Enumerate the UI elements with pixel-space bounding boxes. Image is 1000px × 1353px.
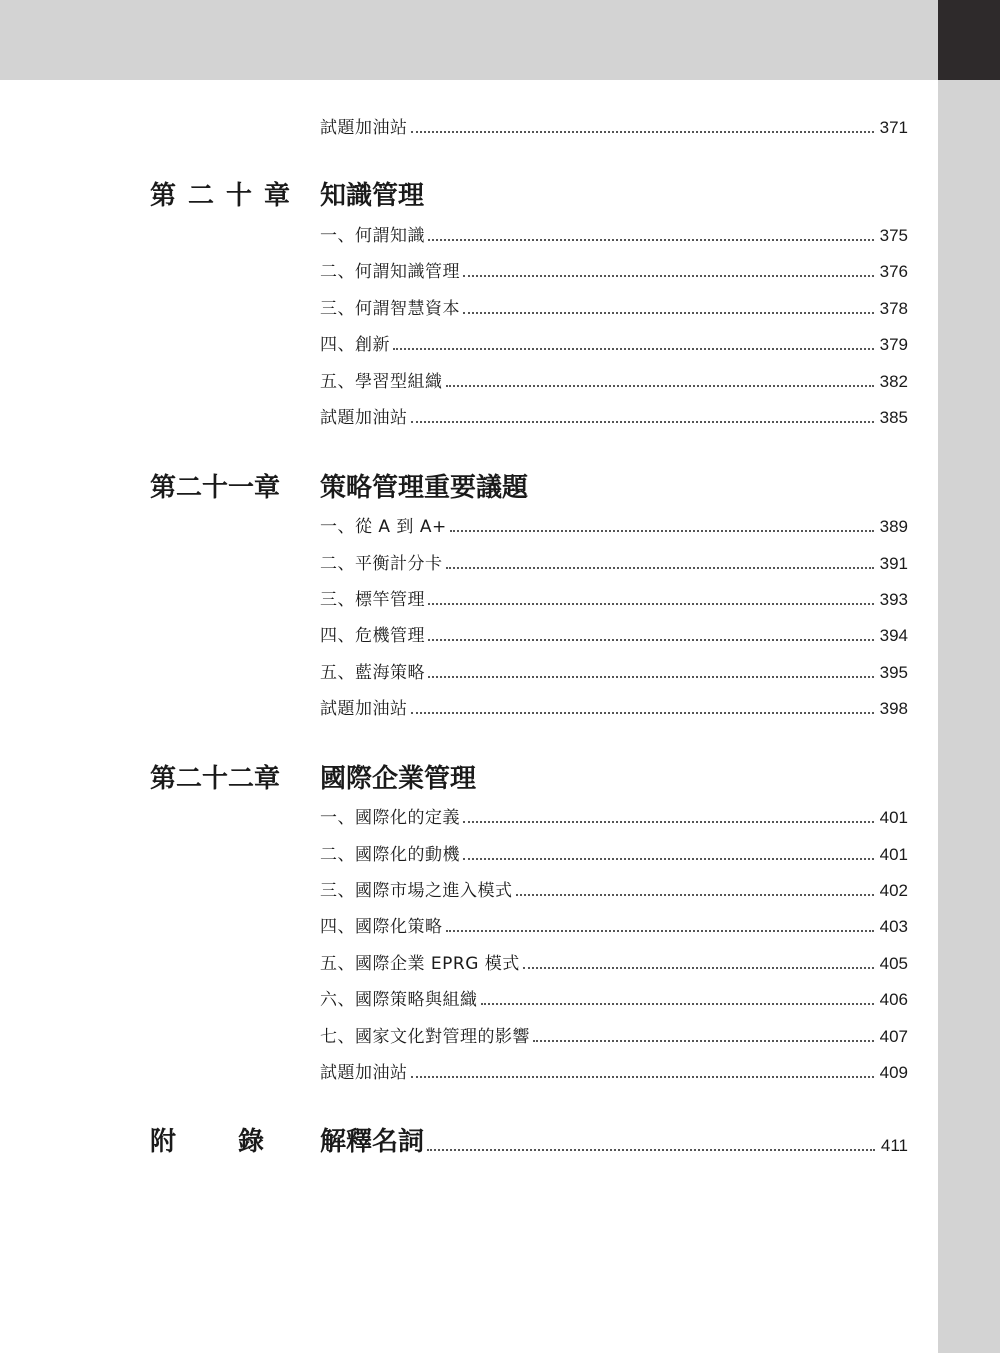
toc-entry-page: 405	[879, 954, 908, 973]
toc-entry[interactable]	[320, 404, 908, 428]
dot-leader	[516, 894, 874, 896]
chapter-thumb-tab	[938, 0, 1000, 80]
chapter-label: 第二十二章	[150, 764, 281, 794]
dot-leader	[428, 603, 874, 605]
toc-entry-title: 一、從 A 到 A+	[320, 517, 447, 537]
appendix-page: 411	[880, 1136, 908, 1155]
toc-entry-title: 一、何謂知識	[320, 226, 425, 246]
chapter-label: 第二十一章	[150, 473, 281, 503]
toc-entry-title: 二、國際化的動機	[320, 845, 460, 865]
toc-entry-title: 四、危機管理	[320, 626, 425, 646]
toc-entry-page: 395	[879, 663, 908, 682]
dot-leader	[463, 821, 874, 823]
toc-entry[interactable]	[320, 295, 908, 319]
toc-entry-page: 389	[879, 517, 908, 536]
toc-entry[interactable]	[320, 513, 908, 537]
toc-entry-title: 四、創新	[320, 335, 390, 355]
toc-entry-page: 401	[879, 845, 908, 864]
toc-entry[interactable]	[320, 331, 908, 355]
toc-entry-title: 七、國家文化對管理的影響	[320, 1027, 530, 1047]
toc-entry-page: 378	[879, 299, 908, 318]
toc-entry[interactable]	[320, 804, 908, 828]
toc-entry-title: 試題加油站	[320, 118, 408, 138]
toc-entry-title: 試題加油站	[320, 1063, 408, 1083]
dot-leader	[411, 421, 874, 423]
toc-entry[interactable]	[320, 695, 908, 719]
toc-entry-page: 398	[879, 699, 908, 718]
toc-entry-title: 試題加油站	[320, 699, 408, 719]
toc-entry-page: 401	[879, 808, 908, 827]
toc-entry-page: 409	[879, 1063, 908, 1082]
toc-entry-page: 379	[879, 335, 908, 354]
toc-entry-page: 394	[879, 626, 908, 645]
dot-leader	[411, 712, 874, 714]
toc-entry[interactable]	[320, 550, 908, 574]
dot-leader	[533, 1040, 874, 1042]
dot-leader	[411, 131, 874, 133]
appendix-label: 附錄	[150, 1127, 327, 1157]
toc-entry[interactable]	[320, 986, 908, 1010]
toc-entry-page: 382	[879, 372, 908, 391]
chapter-title[interactable]: 策略管理重要議題	[320, 473, 529, 503]
toc-entry[interactable]	[320, 913, 908, 937]
toc-entry-title: 五、國際企業 EPRG 模式	[320, 954, 520, 974]
toc-entry-title: 四、國際化策略	[320, 917, 443, 937]
toc-appendix-entry[interactable]	[150, 1126, 908, 1158]
toc-entry-title: 三、標竿管理	[320, 590, 425, 610]
dot-leader	[463, 275, 874, 277]
dot-leader	[428, 676, 874, 678]
toc-entry[interactable]	[320, 222, 908, 246]
dot-leader	[393, 348, 874, 350]
toc-entry-page: 371	[879, 118, 908, 137]
dot-leader	[446, 385, 874, 387]
toc-entry[interactable]	[320, 622, 908, 646]
toc-entry-page: 406	[879, 990, 908, 1009]
toc-entry-page: 402	[879, 881, 908, 900]
dot-leader	[463, 312, 874, 314]
toc-entry-title: 一、國際化的定義	[320, 808, 460, 828]
toc-entry-page: 385	[879, 408, 908, 427]
dot-leader	[523, 967, 874, 969]
toc-entry-page: 375	[879, 226, 908, 245]
toc-entry-page: 391	[879, 554, 908, 573]
toc-entry[interactable]	[320, 368, 908, 392]
toc-entry[interactable]	[320, 1059, 908, 1083]
dot-leader	[463, 858, 874, 860]
dot-leader	[450, 530, 874, 532]
toc-entry-page: 407	[879, 1027, 908, 1046]
toc-entry[interactable]	[320, 586, 908, 610]
toc-entry-title: 試題加油站	[320, 408, 408, 428]
toc-entry[interactable]	[320, 877, 908, 901]
toc-entry[interactable]	[320, 258, 908, 282]
toc-entry-title: 二、何謂知識管理	[320, 262, 460, 282]
side-margin-band	[938, 0, 1000, 1353]
chapter-label: 第二十章	[150, 181, 303, 211]
toc-entry-title: 三、何謂智慧資本	[320, 299, 460, 319]
dot-leader	[427, 1149, 875, 1151]
toc-entry[interactable]	[320, 659, 908, 683]
toc-entry[interactable]	[320, 114, 908, 138]
appendix-title: 解釋名詞	[320, 1127, 425, 1157]
dot-leader	[411, 1076, 874, 1078]
toc-entry[interactable]	[320, 1023, 908, 1047]
toc-entry-page: 403	[879, 917, 908, 936]
dot-leader	[428, 639, 874, 641]
toc-entry-title: 三、國際市場之進入模式	[320, 881, 513, 901]
dot-leader	[428, 239, 874, 241]
toc-entry[interactable]	[320, 950, 908, 974]
toc-entry-title: 六、國際策略與組織	[320, 990, 478, 1010]
toc-entry[interactable]	[320, 841, 908, 865]
toc-entry-title: 二、平衡計分卡	[320, 554, 443, 574]
dot-leader	[446, 930, 874, 932]
dot-leader	[481, 1003, 874, 1005]
dot-leader	[446, 567, 874, 569]
toc-entry-title: 五、藍海策略	[320, 663, 425, 683]
header-band	[0, 0, 938, 80]
toc-entry-title: 五、學習型組織	[320, 372, 443, 392]
chapter-title[interactable]: 知識管理	[320, 181, 425, 211]
toc-entry-page: 376	[879, 262, 908, 281]
toc-entry-page: 393	[879, 590, 908, 609]
chapter-title[interactable]: 國際企業管理	[320, 764, 477, 794]
